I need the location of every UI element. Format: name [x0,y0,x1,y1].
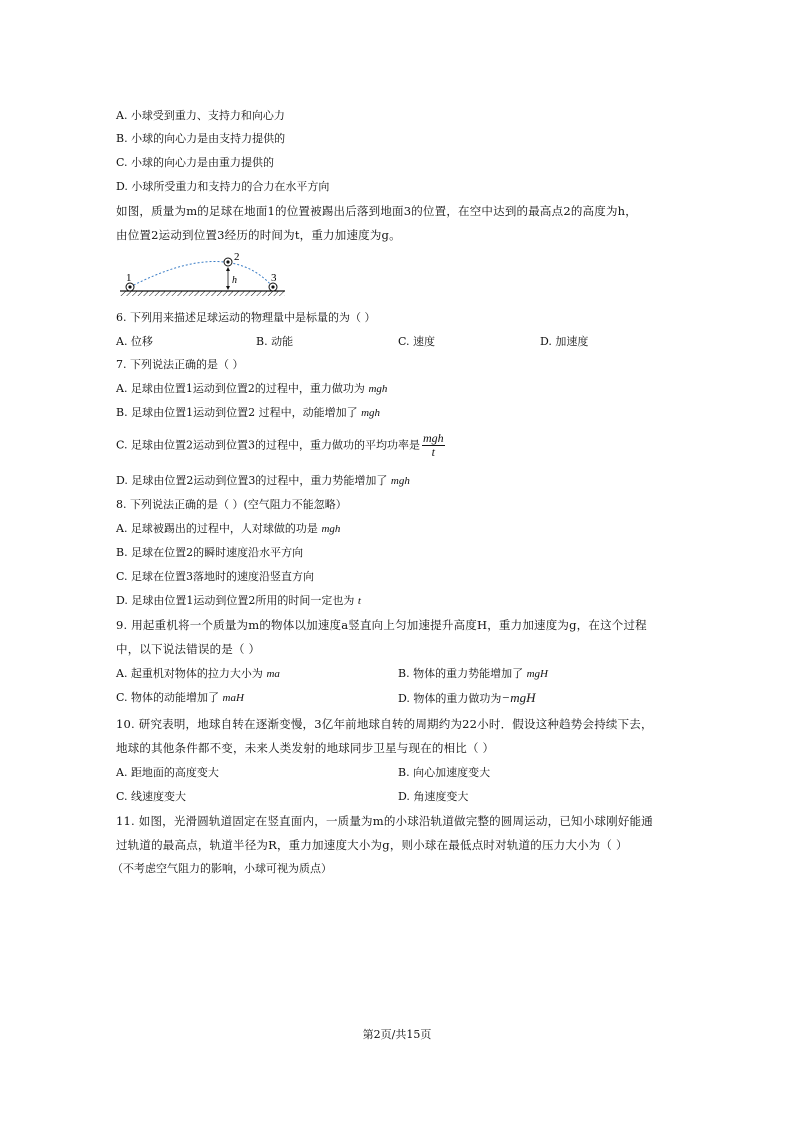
prev-option-a: A. 小球受到重力、支持力和向心力 [116,109,285,122]
q10-option-c: C. 线速度变大 [116,790,187,803]
intro-line-1: 如图，质量为m的足球在地面1的位置被踢出后落到地面3的位置，在空中达到的最高点2的高度为h， [116,204,637,218]
label-3: 3 [271,272,277,284]
q6-option-b: B. 动能 [256,335,294,348]
avg-power-fraction: $\frac{\text{mgh}}{t}$ [423,431,444,459]
q6-stem: 6. 下列用来描述足球运动的物理量中是标量的为（ ） [116,311,376,324]
q9-option-d: D. 物体的重力做功为−mgH [398,690,536,705]
q10-option-d: D. 角速度变大 [398,790,469,803]
prev-option-c: C. 小球的向心力是由重力提供的 [116,156,275,169]
q10-line-1: 10. 研究表明，地球自转在逐渐变慢，3亿年前地球自转的周期约为22小时．假设这种趋势会持续下去， [116,717,653,731]
q7-option-b: B. 足球由位置1运动到位置2 过程中，动能增加了 mgh [116,406,381,419]
prev-option-d: D. 小球所受重力和支持力的合力在水平方向 [116,180,330,193]
ground-hatch [120,291,285,296]
intro-line-2: 由位置2运动到位置3经历的时间为t，重力加速度为g。 [116,228,401,242]
prev-option-b: B. 小球的向心力是由支持力提供的 [116,132,286,145]
q9-line-1: 9. 用起重机将一个质量为m的物体以加速度a竖直向上匀加速提升高度H，重力加速度为g，在这个过程 [116,618,647,632]
football-trajectory-figure [110,250,295,300]
q6-option-a: A. 位移 [116,335,153,348]
q6-option-c: C. 速度 [398,335,436,348]
q8-option-a: A. 足球被踢出的过程中，人对球做的功是 mgh [116,522,341,535]
q8-stem: 8. 下列说法正确的是（ ）(空气阻力不能忽略） [116,498,347,511]
label-h: h [232,275,237,286]
q7-option-d: D. 足球由位置2运动到位置3的过程中，重力势能增加了 mgh [116,474,410,487]
q9-line-2: 中，以下说法错误的是（ ） [116,642,261,656]
label-2: 2 [234,251,240,263]
label-1: 1 [126,272,132,284]
q6-option-d: D. 加速度 [540,335,589,348]
q11-line-1: 11. 如图，光滑圆轨道固定在竖直面内，一质量为m的小球沿轨道做完整的圆周运动，已知小球刚好能通 [116,814,653,828]
q11-line-2: 过轨道的最高点，轨道半径为R，重力加速度大小为g，则小球在最低点时对轨道的压力大小为（ ） [116,838,628,852]
q8-option-c: C. 足球在位置3落地时的速度沿竖直方向 [116,570,315,583]
q10-option-a: A. 距地面的高度变大 [116,766,219,779]
q10-line-2: 地球的其他条件都不变，未来人类发射的地球同步卫星与现在的相比（ ） [116,741,495,755]
q9-option-a: A. 起重机对物体的拉力大小为 ma [116,667,280,680]
q10-option-b: B. 向心加速度变大 [398,766,491,779]
q9-option-b: B. 物体的重力势能增加了 mgH [398,667,548,680]
q8-option-b: B. 足球在位置2的瞬时速度沿水平方向 [116,546,304,559]
q7-stem: 7. 下列说法正确的是（ ） [116,358,244,371]
q9-option-c: C. 物体的动能增加了 maH [116,691,244,704]
q7-option-c: C. 足球由位置2运动到位置3的过程中，重力做功的平均功率是 $\frac{\text{mgh}}{t}$ [116,431,444,459]
q7-option-a: A. 足球由位置1运动到位置2的过程中，重力做功为 mgh [116,382,388,395]
page-footer: 第2页/共15页 [362,1028,432,1041]
trajectory-dashed [130,262,273,288]
q11-line-3: （不考虑空气阻力的影响，小球可视为质点） [112,862,332,875]
q8-option-d: D. 足球由位置1运动到位置2所用的时间一定也为 t [116,594,361,607]
